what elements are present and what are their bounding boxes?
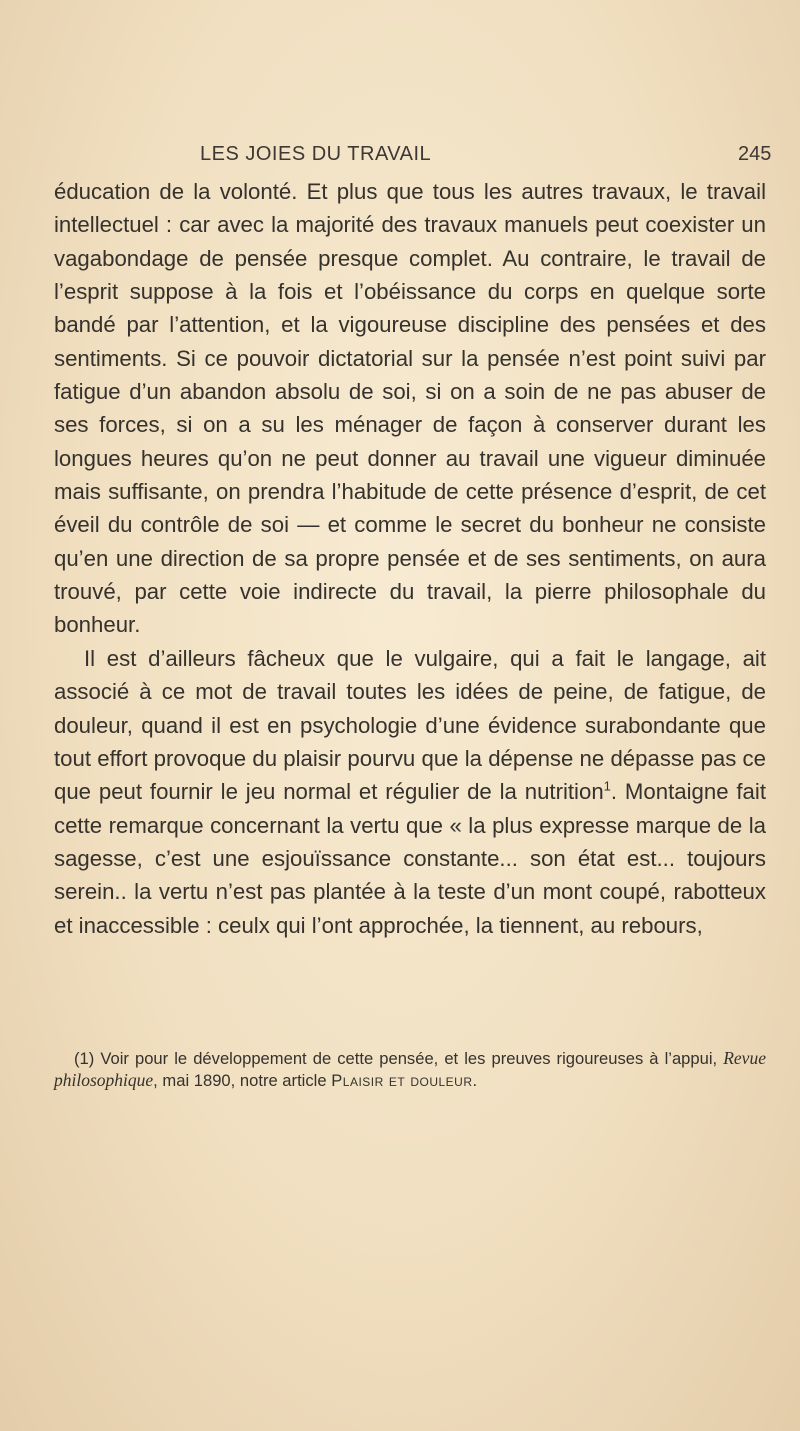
article-title: Plaisir et douleur bbox=[331, 1070, 473, 1090]
footnote-text-continued: , mai 1890, notre article bbox=[153, 1070, 327, 1090]
page-number: 245 bbox=[738, 143, 772, 165]
paragraph: éducation de la volonté. Et plus que tous les autres travaux, le travail intellectuel : car avec la majorité des travaux manuels peut coexister un vagabondage de pensée presque complet. Au contraire, le travail de l’esprit suppose à la fois et l’obéissance du corps en quelque sorte bandé par l’attention, et la vigoureuse discipline des pensées et des sentiments. Si ce pouvoir dictatorial sur la pensée n’est point suivi par fatigue d’un abandon absolu de soi, si on a soin de ne pas abuser de ses forces, si on a su les ménager de façon à conserver durant les longues heures qu’on ne peut donner au travail une vigueur diminuée mais suffisante, on prendra l’habitude de cette présence d’esprit, de cet éveil du contrôle de soi — et comme le secret du bonheur ne consiste qu’en une direction de sa propre pensée et de ses sentiments, on aura trouvé, par cette voie indirecte du travail, la pierre philosophale du bonheur. bbox=[54, 179, 766, 638]
footnotes bbox=[54, 1048, 766, 1091]
footnote-end: . bbox=[472, 1070, 478, 1090]
main-text bbox=[54, 175, 766, 942]
footnote bbox=[54, 1048, 766, 1091]
paragraph bbox=[54, 642, 766, 942]
paragraph-text-continued: . Montaigne fait cette remarque concernant la vertu que « la plus expresse marque de la sagesse, c’est une esjouïssance constante... son état est... toujours serein.. la vertu n’est pas plantée à la teste d’un mont coupé, rabotteux et inaccessible : ceulx qui l’ont approchée, la tiennent, au rebours, bbox=[54, 779, 766, 938]
footnote-reference: 1 bbox=[603, 778, 611, 794]
paragraph-text: Il est d’ailleurs fâcheux que le vulgaire, qui a fait le langage, ait associé à ce mot de travail toutes les idées de peine, de fatigue, de douleur, quand il est en psychologie d’une évidence surabondante que tout effort provoque du plaisir pourvu que la dépense ne dépasse pas ce que peut fournir le jeu normal et régulier de la nutrition bbox=[54, 645, 766, 805]
footnote-text: Voir pour le développement de cette pensée, et les preuves rigoureuses à l’appui, bbox=[100, 1049, 718, 1068]
running-title: LES JOIES DU TRAVAIL bbox=[200, 143, 432, 165]
footnote-number: (1) bbox=[74, 1049, 95, 1068]
journal-title: Revue philosophique bbox=[54, 1048, 766, 1090]
